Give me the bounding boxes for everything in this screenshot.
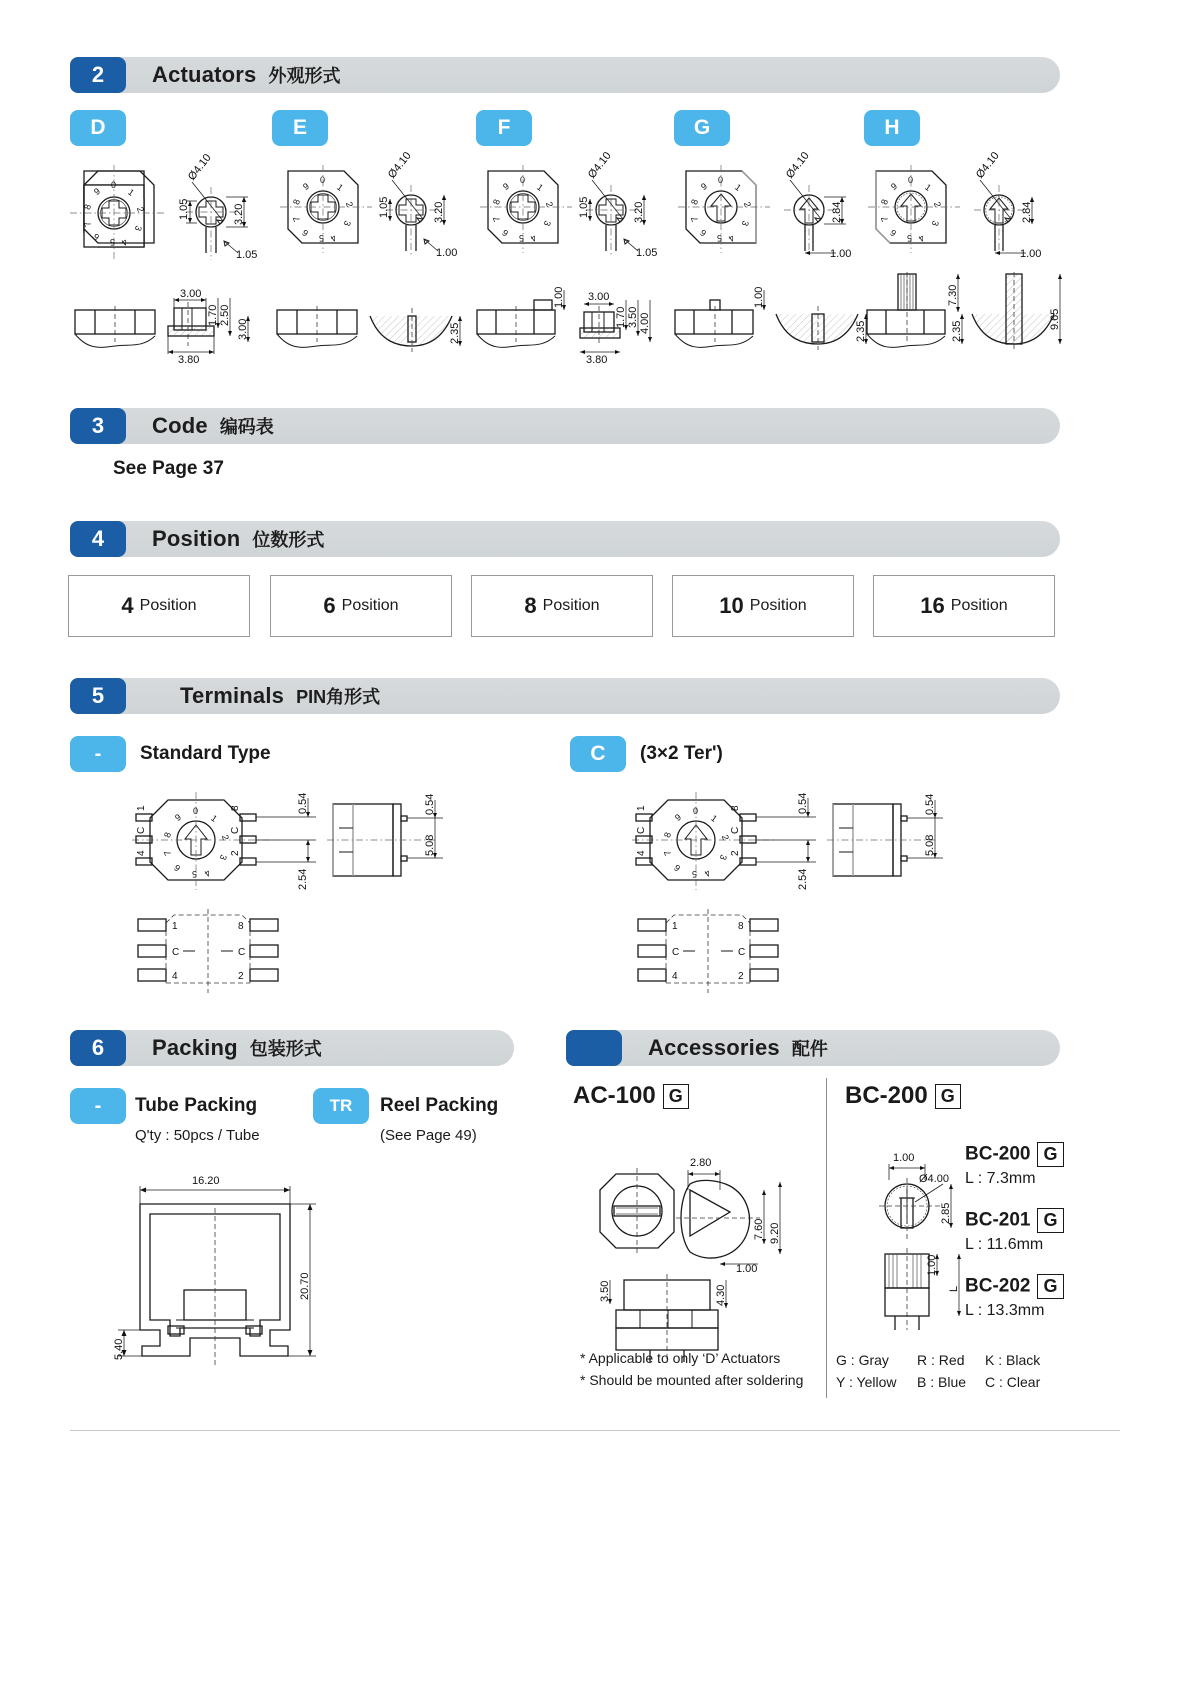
position-number: 10: [719, 593, 744, 618]
svg-text:3.20: 3.20: [433, 201, 445, 223]
color-name-b: Blue: [938, 1374, 967, 1390]
svg-text:5: 5: [191, 869, 197, 879]
accessory-bc-name: [845, 1082, 961, 1110]
accessory-bc-item-badge: G: [1037, 1208, 1063, 1233]
svg-text:C: C: [672, 947, 680, 958]
svg-text:2: 2: [931, 200, 943, 209]
svg-text:4: 4: [672, 971, 678, 982]
svg-text:3.20: 3.20: [633, 201, 645, 223]
svg-text:8: 8: [689, 198, 701, 206]
accessory-ac-label: AC-100: [573, 1082, 656, 1109]
accessory-bc-item-1: [965, 1208, 1064, 1233]
svg-text:3.00: 3.00: [588, 291, 610, 303]
color-name-r: Red: [938, 1352, 965, 1368]
svg-text:7: 7: [162, 849, 174, 858]
svg-text:1.05: 1.05: [178, 198, 190, 220]
svg-text:0: 0: [320, 175, 326, 185]
svg-text:9: 9: [699, 180, 710, 193]
packing-label-reel: Reel Packing: [380, 1095, 499, 1116]
color-name-c: Clear: [1006, 1374, 1041, 1390]
svg-text:3.50: 3.50: [599, 1280, 611, 1302]
svg-text:0: 0: [908, 175, 914, 185]
position-number: 8: [524, 593, 537, 618]
accessory-bc-item-0-length: L : 7.3mm: [965, 1170, 1036, 1187]
svg-text:1: 1: [172, 921, 178, 932]
position-option-16[interactable]: [873, 575, 1055, 637]
actuator-chip-f[interactable]: F: [476, 110, 532, 146]
actuator-side-d: [168, 151, 278, 261]
svg-text:5.40: 5.40: [113, 1338, 125, 1360]
svg-text:3: 3: [217, 853, 229, 862]
packing-label-tube: Tube Packing: [135, 1095, 258, 1116]
color-code-r: R: [917, 1352, 928, 1368]
accessory-bc-item-name: BC-202: [965, 1275, 1031, 1297]
svg-text:C: C: [636, 826, 647, 834]
color-code-c: C: [985, 1374, 996, 1390]
svg-text:1: 1: [209, 812, 219, 824]
svg-text:6: 6: [172, 862, 183, 874]
svg-text:8: 8: [238, 921, 244, 932]
accessory-bc-item-2: [965, 1274, 1064, 1299]
terminal-label-c: (3×2 Ter'): [640, 743, 723, 764]
svg-text:0: 0: [193, 806, 199, 816]
section-number-accessories: [566, 1030, 622, 1066]
svg-text:6: 6: [91, 231, 102, 243]
svg-text:4: 4: [636, 850, 647, 856]
section-number-position: 4: [70, 521, 126, 557]
svg-text:2.35: 2.35: [449, 322, 461, 344]
svg-text:0: 0: [693, 806, 699, 816]
section-title-actuators: Actuators: [152, 62, 257, 87]
color-name-y: Yellow: [856, 1374, 897, 1390]
svg-text:3: 3: [929, 219, 941, 228]
svg-text:2: 2: [230, 850, 241, 856]
accessory-ac-badge: G: [663, 1084, 689, 1109]
section-header-position: [70, 521, 1060, 557]
accessory-ac100-drawing: [580, 1140, 830, 1360]
color-legend-r: R : Red: [917, 1352, 965, 1368]
color-code-y: Y: [836, 1374, 846, 1390]
svg-text:1.00: 1.00: [553, 286, 565, 308]
svg-text:0: 0: [718, 175, 724, 185]
svg-text:5: 5: [318, 233, 324, 243]
accessory-bc-item-badge: G: [1037, 1274, 1063, 1299]
svg-text:C: C: [730, 826, 741, 834]
svg-text:3.50: 3.50: [627, 306, 639, 328]
svg-text:9: 9: [673, 811, 684, 824]
color-code-g: G: [836, 1352, 847, 1368]
svg-text:8: 8: [879, 198, 891, 206]
svg-text:1: 1: [535, 181, 545, 193]
section-title-cn-terminals: PIN角形式: [296, 687, 381, 707]
svg-text:1.00: 1.00: [1020, 248, 1042, 260]
svg-text:8: 8: [291, 198, 303, 206]
svg-text:2: 2: [238, 971, 244, 982]
svg-text:1: 1: [126, 186, 136, 198]
actuator-section-d: [70, 290, 270, 370]
svg-text:2.35: 2.35: [951, 320, 963, 342]
svg-text:C: C: [738, 947, 746, 958]
svg-text:3: 3: [541, 219, 553, 228]
color-legend-g: G : Gray: [836, 1352, 889, 1368]
svg-text:4: 4: [172, 971, 178, 982]
svg-text:1.05: 1.05: [578, 196, 590, 218]
section-title-packing: Packing: [152, 1035, 238, 1060]
actuator-section-g: [670, 272, 880, 370]
section-title-terminals: Terminals: [180, 683, 285, 708]
svg-text:4: 4: [136, 850, 147, 856]
position-word: Position: [950, 597, 1008, 614]
section-title-cn-position: 位数形式: [252, 530, 325, 550]
actuator-section-h: [862, 272, 1077, 370]
section-title-accessories: Accessories: [648, 1035, 780, 1060]
svg-text:4: 4: [528, 232, 539, 244]
svg-text:5: 5: [716, 233, 722, 243]
svg-text:C: C: [238, 947, 246, 958]
color-name-k: Black: [1006, 1352, 1041, 1368]
position-option-4[interactable]: [68, 575, 250, 637]
color-legend-y: Y : Yellow: [836, 1374, 897, 1390]
svg-text:3: 3: [132, 224, 144, 233]
code-see-page: See Page 37: [113, 458, 224, 479]
svg-text:9: 9: [501, 180, 512, 193]
position-number: 4: [121, 593, 134, 618]
svg-text:8: 8: [662, 831, 674, 839]
section-number-code: 3: [70, 408, 126, 444]
section-title-cn-code: 编码表: [219, 417, 274, 437]
svg-text:5: 5: [109, 237, 115, 247]
svg-text:2: 2: [738, 971, 744, 982]
svg-text:8: 8: [730, 805, 741, 811]
accessory-bc-item-0: [965, 1142, 1064, 1167]
accessory-bc-badge: G: [935, 1084, 961, 1109]
accessory-bc-item-badge: G: [1037, 1142, 1063, 1167]
color-code-b: B: [917, 1374, 927, 1390]
position-word: Position: [749, 597, 807, 614]
svg-text:4: 4: [119, 236, 130, 248]
svg-text:9.65: 9.65: [1049, 308, 1061, 330]
section-title-cn-packing: 包装形式: [249, 1039, 322, 1059]
svg-text:0.54: 0.54: [297, 792, 309, 814]
svg-text:2.80: 2.80: [690, 1157, 712, 1169]
actuator-section-e: [272, 290, 472, 370]
svg-text:1: 1: [335, 181, 345, 193]
section-header-accessories: [566, 1030, 1060, 1066]
position-word: Position: [341, 597, 399, 614]
terminal-sideview-standard: [325, 790, 465, 900]
position-option-6[interactable]: [270, 575, 452, 637]
svg-text:6: 6: [672, 862, 683, 874]
svg-text:6: 6: [500, 227, 511, 239]
svg-text:5: 5: [906, 233, 912, 243]
svg-text:7: 7: [879, 215, 891, 224]
svg-text:C: C: [172, 947, 180, 958]
svg-text:Ø4.10: Ø4.10: [783, 149, 812, 181]
svg-text:1: 1: [636, 805, 647, 811]
svg-text:L: L: [948, 1285, 960, 1292]
actuator-chip-h[interactable]: H: [864, 110, 920, 146]
svg-text:2.54: 2.54: [297, 868, 309, 890]
position-number: 16: [920, 593, 945, 618]
color-legend-b: B : Blue: [917, 1374, 967, 1390]
svg-text:8: 8: [491, 198, 503, 206]
section-header-packing: [70, 1030, 514, 1066]
svg-text:1.00: 1.00: [436, 247, 458, 259]
svg-text:7: 7: [689, 215, 701, 224]
svg-text:8: 8: [162, 831, 174, 839]
svg-text:2: 2: [741, 200, 753, 209]
section-number-packing: 6: [70, 1030, 126, 1066]
actuator-section-f: [472, 272, 682, 370]
svg-text:7: 7: [662, 849, 674, 858]
svg-text:8: 8: [82, 203, 94, 211]
accessory-ac-note-1: * Applicable to only ‘D’ Actuators: [580, 1350, 781, 1366]
svg-text:8: 8: [738, 921, 744, 932]
svg-text:4: 4: [702, 867, 713, 879]
svg-text:3.00: 3.00: [237, 318, 249, 340]
svg-text:1: 1: [923, 181, 933, 193]
color-name-g: Gray: [858, 1352, 889, 1368]
svg-text:0.54: 0.54: [797, 792, 809, 814]
svg-text:9: 9: [173, 811, 184, 824]
section-header-actuators: [70, 57, 1060, 93]
svg-text:3.80: 3.80: [178, 354, 200, 366]
svg-text:1.00: 1.00: [830, 248, 852, 260]
position-number: 6: [323, 593, 336, 618]
page-footer-rule: [70, 1430, 1120, 1431]
svg-text:2: 2: [543, 200, 555, 209]
position-option-8[interactable]: [471, 575, 653, 637]
svg-text:0: 0: [111, 180, 117, 190]
svg-text:Ø4.10: Ø4.10: [585, 149, 614, 181]
accessory-bc-item-name: BC-201: [965, 1209, 1031, 1231]
svg-text:3: 3: [717, 853, 729, 862]
tube-packing-drawing: [110, 1160, 410, 1380]
svg-text:C: C: [230, 826, 241, 834]
svg-text:Ø4.10: Ø4.10: [973, 149, 1002, 181]
section-title-cn-actuators: 外观形式: [268, 66, 341, 86]
svg-text:7: 7: [491, 215, 503, 224]
svg-text:8: 8: [230, 805, 241, 811]
svg-text:4: 4: [916, 232, 927, 244]
accessory-bc-item-2-length: L : 13.3mm: [965, 1302, 1045, 1319]
svg-text:5.08: 5.08: [924, 834, 936, 856]
svg-text:0.54: 0.54: [424, 793, 436, 815]
packing-note-tube: Q'ty : 50pcs / Tube: [135, 1127, 260, 1144]
terminal-footprint-standard: [128, 905, 388, 1000]
svg-text:4: 4: [328, 232, 339, 244]
svg-text:1.05: 1.05: [636, 247, 658, 259]
svg-text:2.85: 2.85: [940, 1202, 952, 1224]
actuator-chip-e[interactable]: E: [272, 110, 328, 146]
actuator-chip-g[interactable]: G: [674, 110, 730, 146]
svg-text:Ø4.10: Ø4.10: [185, 151, 214, 183]
svg-text:2.84: 2.84: [831, 201, 843, 223]
svg-text:Ø4.00: Ø4.00: [919, 1173, 949, 1185]
svg-text:0.54: 0.54: [924, 793, 936, 815]
svg-text:3: 3: [739, 219, 751, 228]
svg-text:5: 5: [691, 869, 697, 879]
section-header-code: [70, 408, 1060, 444]
actuator-side-f: [568, 149, 678, 260]
actuator-side-e: [368, 149, 478, 260]
svg-text:9: 9: [301, 180, 312, 193]
svg-text:1.70: 1.70: [615, 306, 627, 328]
svg-text:1: 1: [733, 181, 743, 193]
svg-text:1.00: 1.00: [926, 1254, 938, 1276]
svg-text:1: 1: [709, 812, 719, 824]
svg-text:C: C: [136, 826, 147, 834]
terminal-label-standard: Standard Type: [140, 743, 271, 764]
svg-text:2: 2: [343, 200, 355, 209]
svg-text:7: 7: [82, 220, 94, 229]
svg-text:2: 2: [730, 850, 741, 856]
terminal-chip-c[interactable]: C: [570, 736, 626, 772]
accessory-bc-item-name: BC-200: [965, 1143, 1031, 1165]
svg-text:1.00: 1.00: [893, 1152, 915, 1164]
svg-text:3: 3: [341, 219, 353, 228]
svg-text:6: 6: [698, 227, 709, 239]
svg-text:1: 1: [672, 921, 678, 932]
color-legend-c: C : Clear: [985, 1374, 1041, 1390]
terminal-chip-standard[interactable]: -: [70, 736, 126, 772]
svg-text:5: 5: [518, 233, 524, 243]
accessory-bc-label: BC-200: [845, 1082, 928, 1109]
color-code-k: K: [985, 1352, 995, 1368]
svg-text:9: 9: [889, 180, 900, 193]
section-number-terminals: 5: [70, 678, 126, 714]
svg-text:6: 6: [888, 227, 899, 239]
svg-text:3.00: 3.00: [180, 288, 202, 300]
position-word: Position: [139, 597, 197, 614]
svg-text:0: 0: [520, 175, 526, 185]
svg-text:4: 4: [202, 867, 213, 879]
svg-text:1.00: 1.00: [753, 286, 765, 308]
section-header-terminals: [70, 678, 1060, 714]
svg-text:2.54: 2.54: [797, 868, 809, 890]
svg-text:7.60: 7.60: [753, 1218, 765, 1240]
terminal-footprint-c: [628, 905, 888, 1000]
section-title-position: Position: [152, 526, 241, 551]
section-title-code: Code: [152, 413, 208, 438]
svg-text:1.05: 1.05: [378, 196, 390, 218]
terminal-sideview-c: [825, 790, 965, 900]
svg-text:4.00: 4.00: [639, 312, 651, 334]
svg-text:9: 9: [92, 185, 103, 198]
svg-text:1.70: 1.70: [207, 304, 219, 326]
position-option-10[interactable]: [672, 575, 854, 637]
svg-text:20.70: 20.70: [299, 1272, 311, 1300]
color-legend-k: K : Black: [985, 1352, 1041, 1368]
svg-text:6: 6: [300, 227, 311, 239]
packing-chip-reel[interactable]: TR: [313, 1088, 369, 1124]
accessory-ac-note-2: * Should be mounted after soldering: [580, 1372, 804, 1388]
svg-text:7.30: 7.30: [947, 284, 959, 306]
svg-text:1.00: 1.00: [736, 1263, 758, 1275]
svg-text:2.84: 2.84: [1021, 201, 1033, 223]
packing-chip-tube[interactable]: -: [70, 1088, 126, 1124]
svg-text:2.35: 2.35: [855, 320, 867, 342]
actuator-chip-d[interactable]: D: [70, 110, 126, 146]
svg-text:16.20: 16.20: [192, 1175, 220, 1187]
packing-note-reel: (See Page 49): [380, 1127, 477, 1144]
svg-text:2.50: 2.50: [219, 304, 231, 326]
svg-text:3.80: 3.80: [586, 354, 608, 366]
actuator-side-h: [956, 149, 1066, 260]
svg-text:2: 2: [134, 205, 146, 214]
svg-text:3.20: 3.20: [233, 203, 245, 225]
svg-text:2: 2: [719, 833, 731, 842]
svg-text:5.08: 5.08: [424, 834, 436, 856]
accessory-bc-item-1-length: L : 11.6mm: [965, 1236, 1044, 1253]
svg-text:4: 4: [726, 232, 737, 244]
section-number-actuators: 2: [70, 57, 126, 93]
position-word: Position: [542, 597, 600, 614]
svg-text:1: 1: [136, 805, 147, 811]
section-title-cn-accessories: 配件: [791, 1039, 828, 1059]
svg-text:7: 7: [291, 215, 303, 224]
svg-text:4.30: 4.30: [715, 1284, 727, 1306]
accessory-ac-name: [573, 1082, 689, 1110]
svg-text:Ø4.10: Ø4.10: [385, 149, 414, 181]
svg-text:2: 2: [219, 833, 231, 842]
svg-text:1.05: 1.05: [236, 249, 258, 261]
svg-text:9.20: 9.20: [769, 1222, 781, 1244]
